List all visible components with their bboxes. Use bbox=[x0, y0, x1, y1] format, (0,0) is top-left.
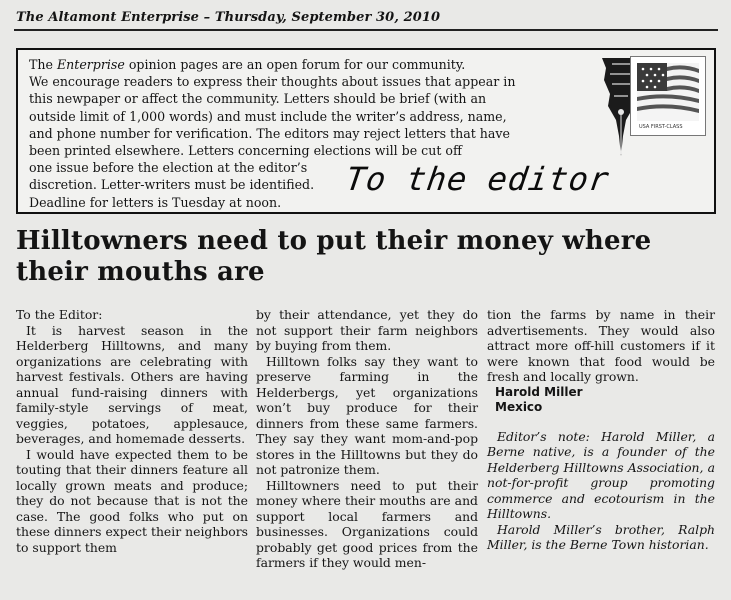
paragraph: Hilltowners need to put their money where their mouths are and support local farmers and businesses. Organizations could probably get good prices from the farmers if they would men- bbox=[256, 477, 478, 570]
salutation: To the Editor: bbox=[16, 307, 103, 322]
publication-name: Enterprise bbox=[56, 57, 125, 72]
policy-line: and phone number for verification. The editors may reject letters that have bbox=[29, 125, 510, 141]
paragraph: Hilltown folks say they want to preserve farming in the Helderbergs, yet organizations won’t buy produce for their dinners from these same farmers. They say they want mom-and-pop stores in the Hilltowns but they do not patronize them. bbox=[256, 353, 478, 477]
headline: Hilltowners need to put their money where their mouths are bbox=[16, 226, 652, 287]
paragraph: It is harvest season in the Helderberg Hilltowns, and many organizations are celebrating with harvest festivals. Others are having annual fund-raising dinners with family-style servings of meat, veggies, potatoes, applesauce, beverages, and homemade desserts. bbox=[16, 322, 248, 446]
section-title: To the editor bbox=[343, 160, 613, 198]
policy-line-1-suffix: opinion pages are an open forum for our community. bbox=[124, 57, 466, 72]
editor-note: Harold Miller’s brother, Ralph Miller, is the Berne Town historian. bbox=[487, 521, 715, 552]
policy-line: been printed elsewhere. Letters concerning elections will be cut off bbox=[29, 143, 462, 159]
flag-icon bbox=[637, 63, 699, 121]
masthead: The Altamont Enterprise – Thursday, September 30, 2010 bbox=[16, 10, 441, 25]
policy-line: outside limit of 1,000 words) and must include the writer’s address, name, bbox=[29, 108, 507, 124]
policy-line: Deadline for letters is Tuesday at noon. bbox=[29, 194, 282, 210]
paragraph-continued: tion the farms by name in their advertisements. They would also attract more off-hill customers if it were known that food would be fresh and locally grown. bbox=[487, 307, 715, 384]
flag-stamp bbox=[630, 56, 706, 136]
policy-line: We encourage readers to express their thoughts about issues that appear in bbox=[29, 74, 516, 90]
policy-line: one issue before the election at the editor’s bbox=[29, 160, 308, 176]
signature-name: Harold Miller bbox=[495, 384, 583, 399]
masthead-rule bbox=[14, 29, 718, 31]
letter-column-3 bbox=[487, 307, 715, 553]
signature-place: Mexico bbox=[495, 399, 543, 414]
policy-line: discretion. Letter-writers must be identified. bbox=[29, 177, 315, 193]
editor-note: Editor’s note: Harold Miller, a Berne native, is a founder of the Helderberg Hilltowns Association, a not-for-profit group promoting commerce and ecotourism in the Hilltowns. bbox=[487, 428, 715, 521]
paragraph: I would have expected them to be touting that their dinners feature all locally grown meats and produce; they do not because that is not the case. The good folks who put on these dinners expect their neighbors to support them bbox=[16, 446, 248, 555]
policy-line: this newpaper or affect the community. Letters should be brief (with an bbox=[29, 91, 487, 107]
policy-line-1-prefix: The bbox=[29, 57, 57, 72]
policy-line-1 bbox=[29, 56, 549, 73]
letter-column-2 bbox=[256, 307, 478, 571]
paragraph-continued: by their attendance, yet they do not support their farm neighbors by buying from them. bbox=[256, 307, 478, 353]
letter-column-1 bbox=[16, 307, 248, 555]
policy-box bbox=[16, 48, 716, 214]
stamp-label: USA FIRST-CLASS bbox=[639, 124, 683, 130]
spacer bbox=[487, 415, 715, 429]
